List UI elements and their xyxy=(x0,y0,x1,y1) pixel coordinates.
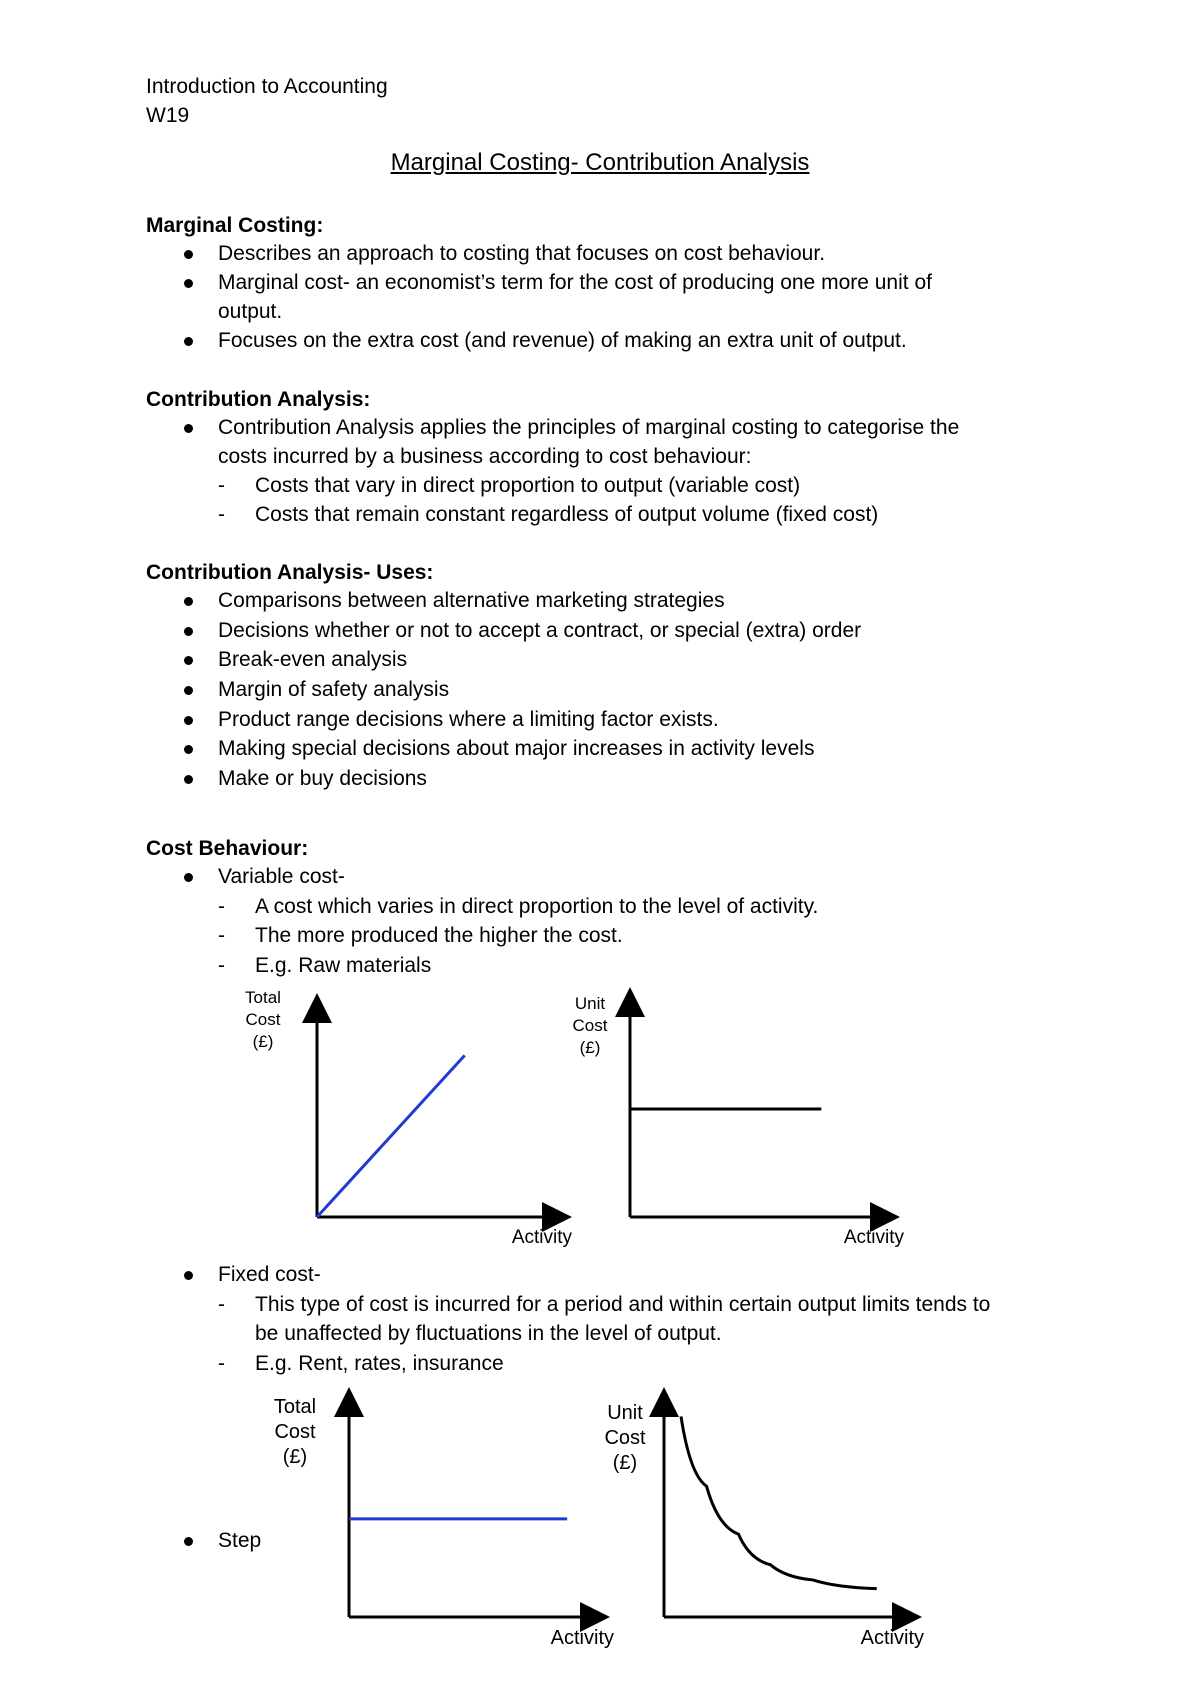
bullet-dot xyxy=(184,873,193,882)
bullet-dot xyxy=(184,716,193,725)
dash-marker: - xyxy=(218,1293,225,1316)
chart-variable-unit xyxy=(570,985,910,1250)
list-item: Comparisons between alternative marketing strategies xyxy=(218,589,725,612)
y-label-line: Cost xyxy=(572,1016,608,1035)
bullet-dot xyxy=(184,686,193,695)
bullet-dot xyxy=(184,597,193,606)
x-label: Activity xyxy=(550,1627,614,1649)
bullet-dot xyxy=(184,1537,193,1546)
sub-item: The more produced the higher the cost. xyxy=(255,924,623,947)
dash-marker: - xyxy=(218,895,225,918)
bullet-dot xyxy=(184,337,193,346)
sub-item: E.g. Rent, rates, insurance xyxy=(255,1352,504,1375)
y-label-line: (£) xyxy=(579,1038,601,1057)
bullet-dot xyxy=(184,250,193,259)
chart-fixed-total xyxy=(262,1385,614,1650)
course-name: Introduction to Accounting xyxy=(146,75,388,98)
list-item: Focuses on the extra cost (and revenue) of making an extra unit of output. xyxy=(218,329,907,352)
list-item: Marginal cost- an economist’s term for the cost of producing one more unit of xyxy=(218,271,932,294)
y-label-line: Total xyxy=(245,988,281,1007)
bullet-dot xyxy=(184,656,193,665)
bullet-dot xyxy=(184,627,193,636)
bullet-dot xyxy=(184,775,193,784)
chart-variable-total xyxy=(230,985,572,1250)
list-item-continuation: costs incurred by a business according to cost behaviour: xyxy=(218,445,752,468)
list-item: Variable cost- xyxy=(218,865,345,888)
list-item: Contribution Analysis applies the principles of marginal costing to categorise the xyxy=(218,416,960,439)
dash-marker: - xyxy=(218,503,225,526)
bullet-dot xyxy=(184,279,193,288)
page-title: Marginal Costing- Contribution Analysis xyxy=(390,149,810,176)
chart-fixed-unit xyxy=(590,1385,930,1650)
dash-marker: - xyxy=(218,954,225,977)
y-label-line: Unit xyxy=(574,994,606,1013)
list-item: Fixed cost- xyxy=(218,1263,321,1286)
series-curve xyxy=(681,1416,877,1588)
list-item: Margin of safety analysis xyxy=(218,678,450,701)
list-item: Step xyxy=(218,1529,262,1552)
list-item: Describes an approach to costing that focuses on cost behaviour. xyxy=(218,242,826,265)
bullet-dot xyxy=(184,1271,193,1280)
y-label-line: (£) xyxy=(252,1032,274,1051)
heading-contribution-analysis: Contribution Analysis: xyxy=(146,388,371,411)
sub-item: This type of cost is incurred for a period and within certain output limits tends to xyxy=(255,1293,991,1316)
course-code: W19 xyxy=(146,104,190,127)
y-label-line: Unit xyxy=(607,1402,643,1424)
y-label-line: Cost xyxy=(245,1010,281,1029)
list-item: Making special decisions about major increases in activity levels xyxy=(218,737,815,760)
dash-marker: - xyxy=(218,1352,225,1375)
list-item: Make or buy decisions xyxy=(218,767,427,790)
y-label-line: Total xyxy=(273,1396,317,1418)
heading-uses: Contribution Analysis- Uses: xyxy=(146,561,434,584)
y-label-line: (£) xyxy=(612,1452,638,1474)
heading-marginal-costing: Marginal Costing: xyxy=(146,214,324,237)
list-item: Decisions whether or not to accept a contract, or special (extra) order xyxy=(218,619,862,642)
list-item: Product range decisions where a limiting factor exists. xyxy=(218,708,719,731)
heading-cost-behaviour: Cost Behaviour: xyxy=(146,837,309,860)
bullet-dot xyxy=(184,424,193,433)
series-line xyxy=(317,1055,465,1217)
sub-item: Costs that vary in direct proportion to output (variable cost) xyxy=(255,474,801,497)
bullet-dot xyxy=(184,745,193,754)
dash-marker: - xyxy=(218,474,225,497)
y-label-line: Cost xyxy=(274,1421,316,1443)
y-label-line: (£) xyxy=(282,1446,308,1468)
x-label: Activity xyxy=(860,1627,924,1649)
dash-marker: - xyxy=(218,924,225,947)
list-item-continuation: output. xyxy=(218,300,283,323)
list-item: Break-even analysis xyxy=(218,648,408,671)
sub-item: Costs that remain constant regardless of output volume (fixed cost) xyxy=(255,503,879,526)
x-label: Activity xyxy=(511,1227,572,1248)
sub-item-continuation: be unaffected by fluctuations in the level of output. xyxy=(255,1322,722,1345)
y-label-line: Cost xyxy=(604,1427,646,1449)
x-label: Activity xyxy=(843,1227,904,1248)
sub-item: E.g. Raw materials xyxy=(255,954,432,977)
sub-item: A cost which varies in direct proportion to the level of activity. xyxy=(255,895,819,918)
